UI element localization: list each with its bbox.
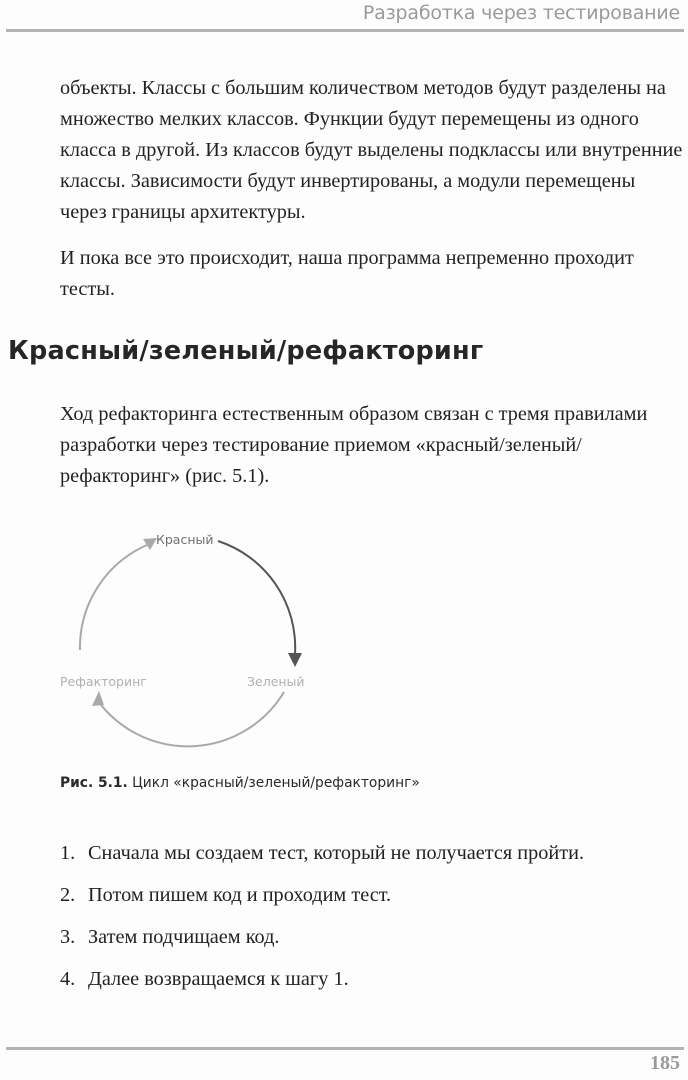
arrowhead-refactor bbox=[92, 691, 104, 706]
paragraph-2: И пока все это происходит, наша программа непременно проходит тесты. bbox=[60, 247, 634, 300]
cycle-diagram bbox=[40, 510, 340, 770]
label-refactor: Рефакторинг bbox=[60, 674, 147, 689]
step-number: 2. bbox=[60, 884, 76, 906]
step-number: 4. bbox=[60, 968, 76, 990]
arrowhead-red bbox=[143, 538, 157, 550]
caption-text: Цикл «красный/зеленый/рефакторинг» bbox=[132, 775, 420, 791]
arc-red-to-green bbox=[218, 541, 295, 654]
caption-number: Рис. 5.1. bbox=[60, 775, 128, 791]
arrowhead-green bbox=[288, 653, 302, 667]
arc-refactor-to-red bbox=[80, 545, 147, 650]
header-rule bbox=[6, 29, 684, 32]
step-text: Сначала мы создаем тест, который не получается пройти. bbox=[88, 842, 585, 864]
running-header: Разработка через тестирование bbox=[362, 2, 680, 24]
label-green: Зеленый bbox=[247, 674, 305, 689]
paragraph-1: объекты. Классы с большим количеством методов будут разделены на множество мелких классов. Функции будут перемещены из одного класса в другой. Из классов будут выделены подклассы или внутренние классы. Зависимости будут инвертированы, а модули перемещены через границы архитектуры. bbox=[60, 77, 683, 223]
label-red: Красный bbox=[156, 532, 214, 547]
page-number: 185 bbox=[650, 1052, 680, 1074]
list-item bbox=[60, 838, 584, 880]
paragraph-3: Ход рефакторинга естественным образом связан с тремя правилами разработки через тестирование приемом «красный/зеленый/рефакторинг» (рис. 5.1). bbox=[60, 403, 648, 487]
step-number: 1. bbox=[60, 842, 76, 864]
step-text: Затем подчищаем код. bbox=[88, 926, 280, 948]
step-text: Далее возвращаемся к шагу 1. bbox=[88, 968, 349, 990]
arc-green-to-refactor bbox=[98, 692, 284, 746]
list-item bbox=[60, 880, 584, 922]
step-number: 3. bbox=[60, 926, 76, 948]
step-text: Потом пишем код и проходим тест. bbox=[88, 884, 392, 906]
list-item bbox=[60, 922, 584, 964]
list-item bbox=[60, 964, 584, 1006]
section-heading: Красный/зеленый/рефакторинг bbox=[8, 336, 484, 366]
figure-caption bbox=[60, 775, 420, 791]
steps-list bbox=[60, 838, 584, 1006]
footer-rule bbox=[6, 1047, 684, 1050]
